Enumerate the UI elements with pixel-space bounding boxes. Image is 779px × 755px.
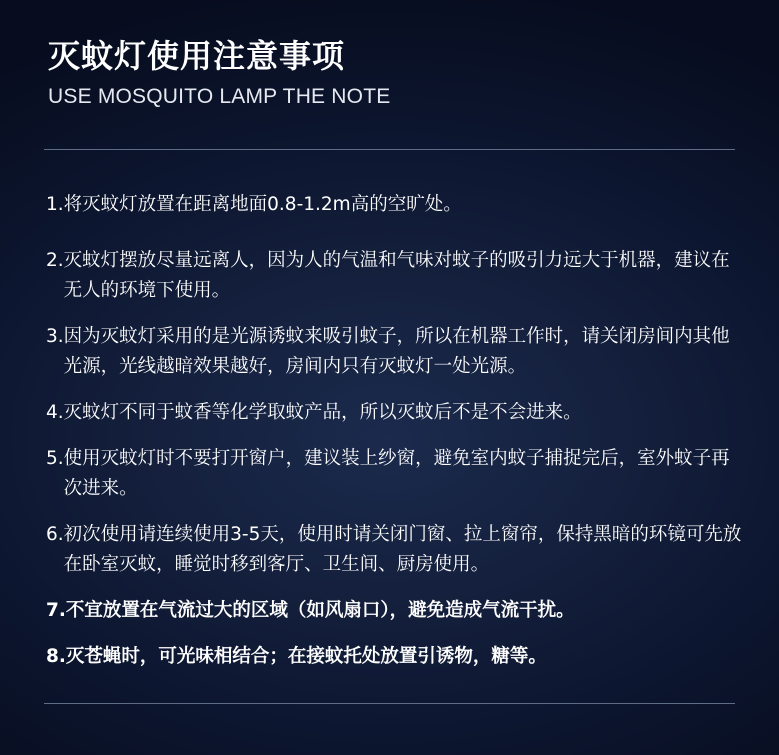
- note-text: 不宜放置在气流过大的区域（如风扇口），避免造成气流干扰。: [65, 600, 575, 621]
- note-item-2: [46, 246, 746, 306]
- note-number: 2.: [46, 250, 64, 271]
- note-text: 灭苍蝇时，可光味相结合；在接蚊托处放置引诱物，糖等。: [65, 646, 547, 667]
- note-number: 5.: [46, 448, 64, 469]
- note-number: 1.: [46, 194, 64, 215]
- note-item-4: [46, 398, 746, 428]
- notes-list: [46, 190, 746, 672]
- note-number: 8.: [46, 646, 66, 667]
- top-divider: [44, 149, 735, 150]
- note-item-1: [46, 190, 746, 220]
- page-title: 灭蚊灯使用注意事项: [48, 37, 346, 75]
- note-number: 4.: [46, 402, 64, 423]
- note-item-3: [46, 322, 746, 382]
- note-text: 使用灭蚊灯时不要打开窗户，建议装上纱窗，避免室内蚊子捕捉完后，室外蚊子再次进来。: [63, 448, 730, 499]
- bottom-divider: [44, 703, 735, 704]
- note-text: 灭蚊灯不同于蚊香等化学取蚊产品，所以灭蚊后不是不会进来。: [63, 402, 582, 423]
- note-item-8: [46, 642, 746, 672]
- note-number: 6.: [46, 524, 64, 545]
- note-text: 因为灭蚊灯采用的是光源诱蚊来吸引蚊子，所以在机器工作时，请关闭房间内其他光源，光线越暗效果越好，房间内只有灭蚊灯一处光源。: [63, 326, 730, 377]
- note-number: 7.: [46, 600, 66, 621]
- page-subtitle: USE MOSQUITO LAMP THE NOTE: [48, 85, 391, 108]
- note-item-7: [46, 596, 746, 626]
- note-text: 初次使用请连续使用3-5天，使用时请关闭门窗、拉上窗帘，保持黑暗的环镜可先放在卧室灭蚊，睡觉时移到客厅、卫生间、厨房使用。: [63, 524, 742, 575]
- note-number: 3.: [46, 326, 64, 347]
- note-item-6: [46, 520, 746, 580]
- note-text: 将灭蚊灯放置在距离地面0.8-1.2m高的空旷处。: [63, 194, 462, 215]
- note-item-5: [46, 444, 746, 504]
- note-text: 灭蚊灯摆放尽量远离人，因为人的气温和气味对蚊子的吸引力远大于机器，建议在无人的环境下使用。: [63, 250, 730, 301]
